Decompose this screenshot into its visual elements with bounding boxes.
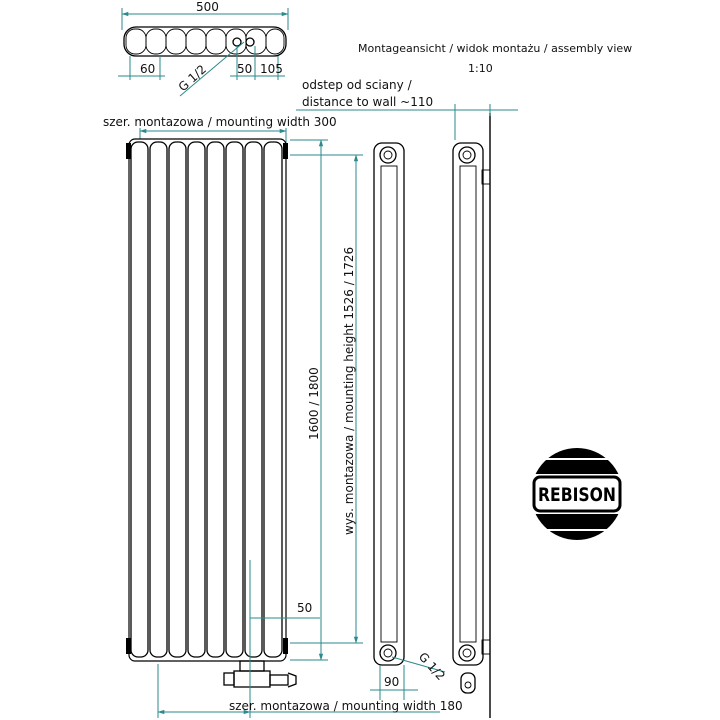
rebison-logo — [531, 448, 623, 540]
top-dim-60: 60 — [140, 62, 156, 76]
front-mounting-width-bottom: szer. montazowa / mounting width 180 — [229, 699, 463, 713]
top-tubes — [124, 27, 286, 56]
front-tubes — [126, 139, 288, 661]
side-thread-label: G 1/2 — [415, 649, 448, 684]
drawing-title: Montageansicht / widok montażu / assembly view — [358, 42, 633, 55]
top-width-label: 500 — [196, 0, 219, 14]
logo-text: REBISON — [538, 484, 616, 506]
front-mounting-height-label: wys. montazowa / mounting height 1526 / 1726 — [342, 246, 356, 535]
wall-distance-line2: distance to wall ~110 — [302, 95, 434, 109]
valve — [224, 661, 296, 687]
top-dim-105: 105 — [260, 62, 283, 76]
wall-distance-line1: odstep od sciany / — [302, 78, 412, 92]
front-height-label: 1600 / 1800 — [307, 367, 321, 440]
front-view — [103, 115, 463, 718]
side-dim-90: 90 — [384, 675, 400, 689]
top-thread-label: G 1/2 — [175, 62, 210, 95]
front-dim-50: 50 — [297, 601, 313, 615]
drawing-scale: 1:10 — [468, 62, 493, 75]
top-dim-50: 50 — [237, 62, 253, 76]
side-view-2 — [296, 78, 518, 718]
front-mounting-width-top: szer. montazowa / mounting width 300 — [103, 115, 337, 129]
top-view — [118, 0, 288, 96]
side-view-1 — [370, 143, 448, 700]
